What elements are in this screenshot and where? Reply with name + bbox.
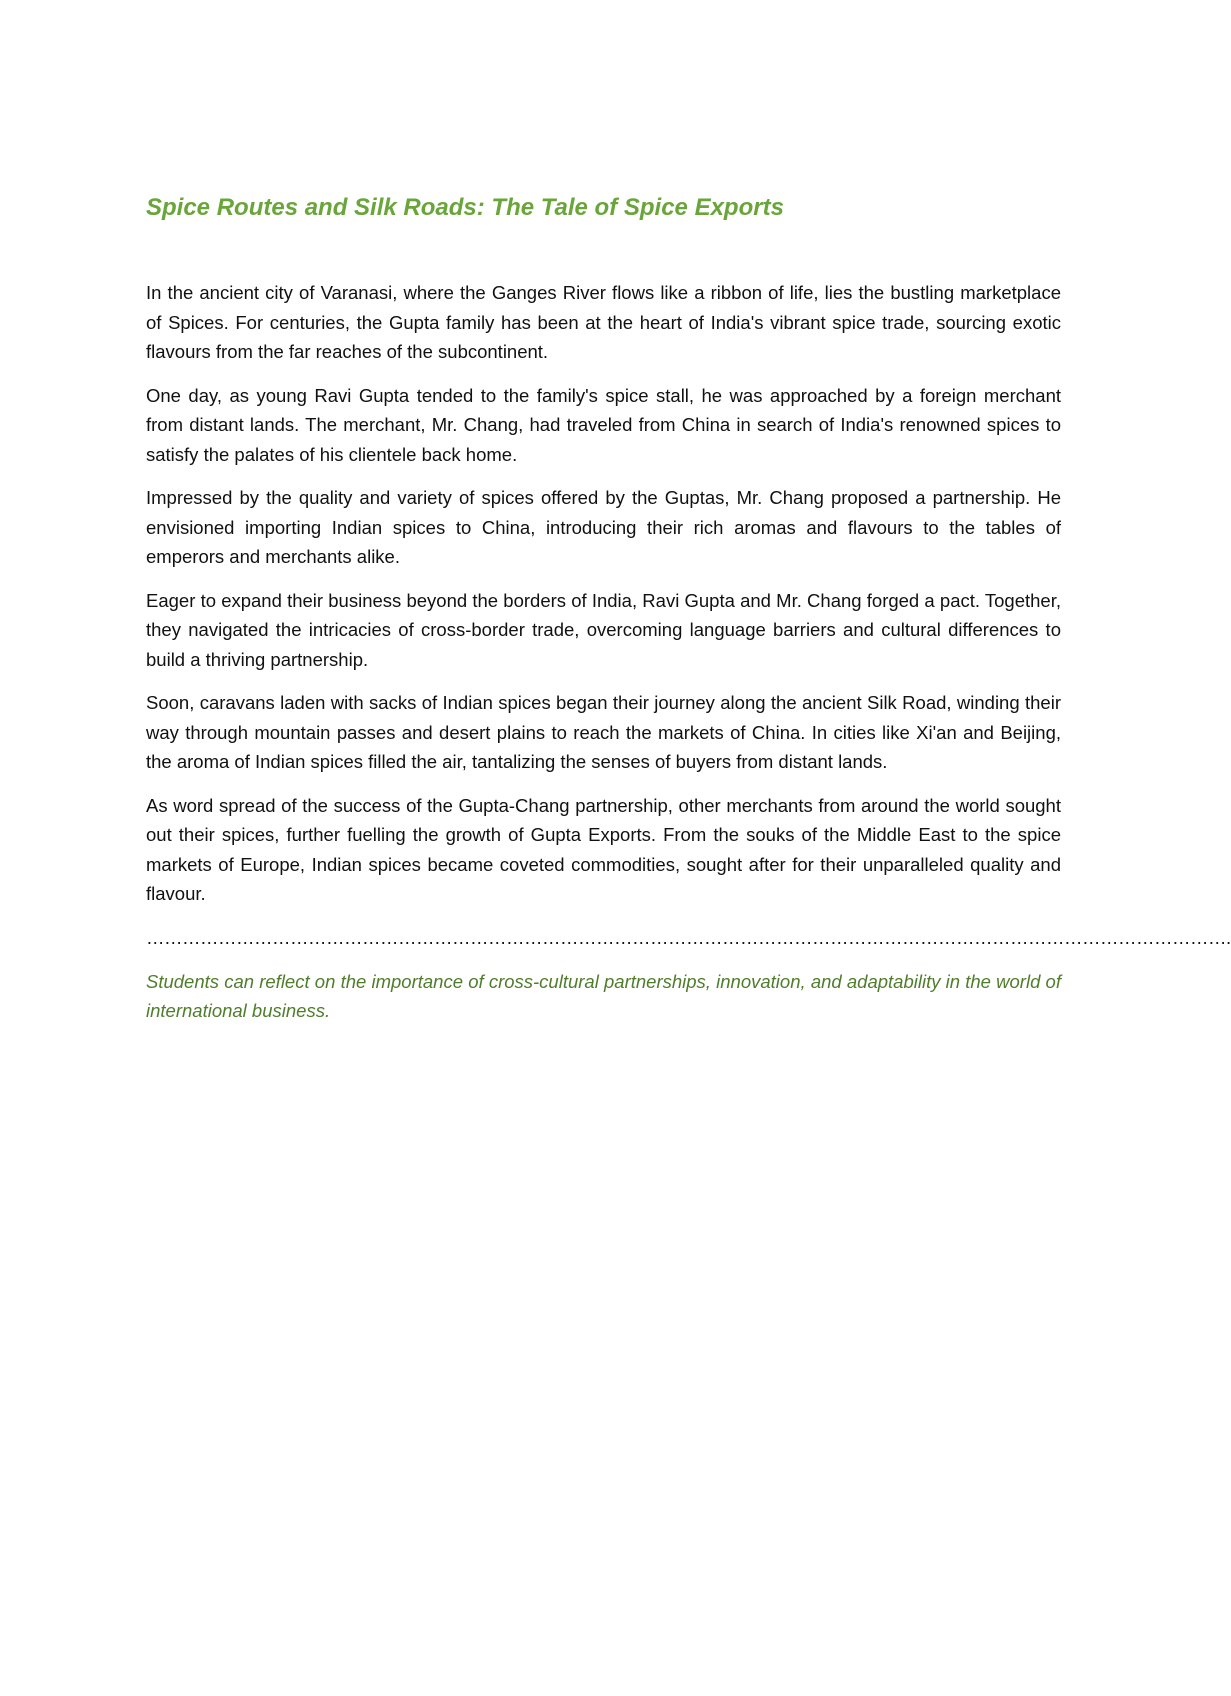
paragraph-gupta-exports: As word spread of the success of the Gupta-Chang partnership, other merchants from around the world sought out their spices, further fuelling the growth of Gupta Exports. From the souks of the Middle East to the spice markets of Europe, Indian spices became coveted commodities, sought after for their unparalleled quality and flavour. xyxy=(146,794,1061,904)
document-title: Spice Routes and Silk Roads: The Tale of Spice Exports xyxy=(146,194,784,221)
paragraph-silk-road: Soon, caravans laden with sacks of Indian spices began their journey along the ancient Silk Road, winding their way through mountain passes and desert plains to reach the markets of China. In cities like Xi'an and Beijing, the aroma of Indian spices filled the air, tantalizing the senses of buyers from distant lands. xyxy=(146,692,1061,772)
document-content xyxy=(146,192,1231,1026)
paragraph-pact: Eager to expand their business beyond the borders of India, Ravi Gupta and Mr. Chang forged a pact. Together, they navigated the intricacies of cross-border trade, overcoming language barriers and cultural differences to build a thriving partnership. xyxy=(146,589,1061,670)
dotted-separator: ………………………………………………………………………………………………………………………………………………………………. xyxy=(146,926,1231,948)
paragraph-varanasi: In the ancient city of Varanasi, where the Ganges River flows like a ribbon of life, lies the bustling marketplace of Spices. For centuries, the Gupta family has been at the heart of India's vibrant spice trade, sourcing exotic flavours from the far reaches of the subcontinent. xyxy=(146,282,1061,362)
reflection-note: Students can reflect on the importance of cross-cultural partnerships, innovation, and adaptability in the world of international business. xyxy=(146,970,1061,1021)
paragraph-partnership: Impressed by the quality and variety of spices offered by the Guptas, Mr. Chang proposed a partnership. He envisioned importing Indian spices to China, introducing their rich aromas and flavours to the tables of emperors and merchants alike. xyxy=(146,487,1061,567)
paragraph-ravi-gupta: One day, as young Ravi Gupta tended to the family's spice stall, he was approached by a foreign merchant from distant lands. The merchant, Mr. Chang, had traveled from China in search of India's renowned spices to satisfy the palates of his clientele back home. xyxy=(146,384,1061,465)
